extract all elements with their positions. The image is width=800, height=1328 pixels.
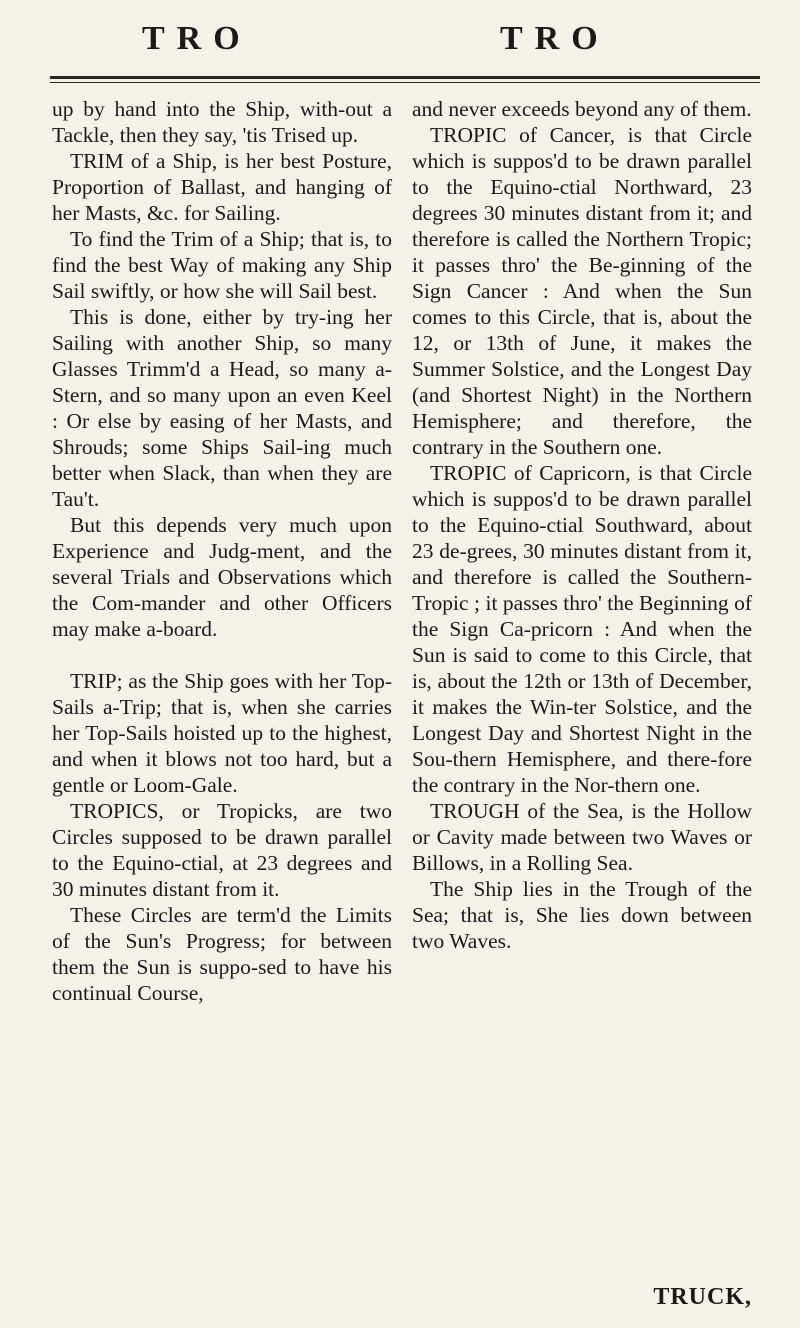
right-column (412, 96, 752, 954)
paragraph: TROUGH of the Sea, is the Hollow or Cavity made between two Waves or Billows, in a Rolling Sea. (412, 799, 752, 875)
paragraph: But this depends very much upon Experience and Judg-ment, and the several Trials and Observations which the Com-mander and other Officers may make a-board. (52, 513, 392, 641)
paragraph: up by hand into the Ship, with-out a Tackle, then they say, 'tis Trised up. (52, 97, 392, 147)
catchword: TRUCK, (653, 1284, 752, 1310)
left-column (52, 96, 392, 1006)
running-header (0, 14, 800, 57)
paragraph: TROPIC of Capricorn, is that Circle which is suppos'd to be drawn parallel to the Equino-ctial Southward, about 23 de-grees, 30 minutes distant from it, and therefore is called the Southern-Tropic ; it passes thro' the Beginning of the Sign Ca-pricorn : And when the Sun is said to come to this Circle, that is, about the 12th or 13th of December, it makes the Win-ter Solstice, and the Longest Day and Shortest Night in the Sou-thern Hemisphere, and there-fore the contrary in the Nor-thern one. (412, 461, 752, 797)
paragraph: This is done, either by try-ing her Sailing with another Ship, so many Glasses Trimm'd a Head, so many a-Stern, and so many upon an even Keel : Or else by easing of her Masts, and Shrouds; some Ships Sail-ing much better when Slack, than when they are Tau't. (52, 305, 392, 511)
paragraph: The Ship lies in the Trough of the Sea; that is, She lies down between two Waves. (412, 877, 752, 953)
paragraph: TROPIC of Cancer, is that Circle which is suppos'd to be drawn parallel to the Equino-ctial Northward, 23 degrees 30 minutes distant from it; and therefore is called the Northern Tropic; it passes thro' the Be-ginning of the Sign Cancer : And when the Sun comes to this Circle, that is, about the 12, or 13th of June, it makes the Summer Solstice, and the Longest Day (and Shortest Night) in the Northern Hemisphere; and therefore, the contrary in the Southern one. (412, 123, 752, 459)
paragraph: These Circles are term'd the Limits of the Sun's Progress; for between them the Sun is suppo-sed to have his continual Course, (52, 903, 392, 1005)
paragraph: and never exceeds beyond any of them. (412, 97, 752, 121)
header-right: TRO (500, 20, 610, 57)
paragraph: To find the Trim of a Ship; that is, to find the best Way of making any Ship Sail swiftly, or how she will Sail best. (52, 227, 392, 303)
header-rule (50, 76, 760, 79)
paragraph: TROPICS, or Tropicks, are two Circles supposed to be drawn parallel to the Equino-ctial, at 23 degrees and 30 minutes distant from it. (52, 799, 392, 901)
paragraph: TRIP; as the Ship goes with her Top-Sails a-Trip; that is, when she carries her Top-Sails hoisted up to the highest, and when it blows not too hard, but a gentle or Loom-Gale. (52, 669, 392, 797)
header-rule-thin (50, 82, 760, 83)
paragraph: TRIM of a Ship, is her best Posture, Proportion of Ballast, and hanging of her Masts, &c. for Sailing. (52, 149, 392, 225)
header-left: TRO (142, 20, 252, 57)
